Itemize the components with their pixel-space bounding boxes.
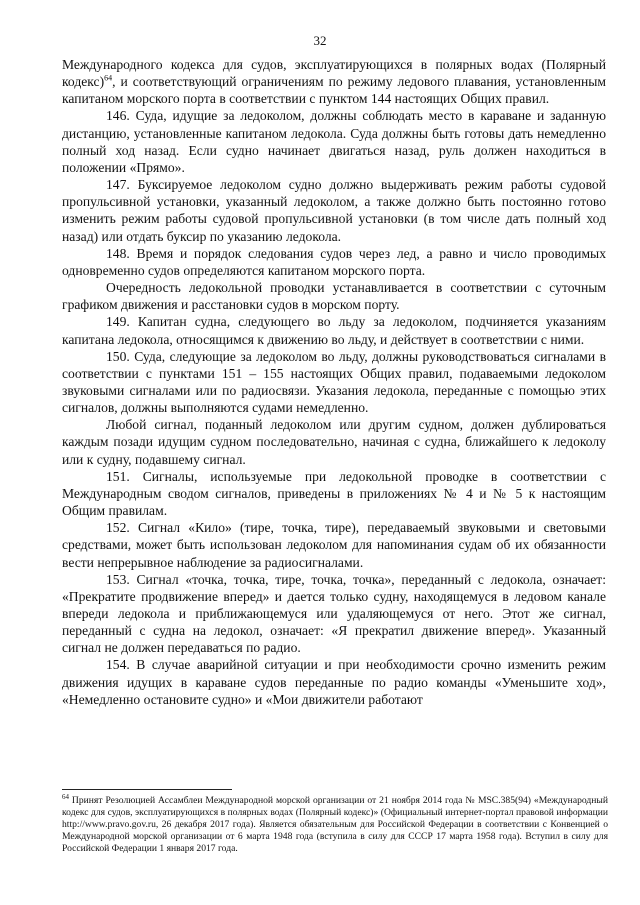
paragraph-continuation: [62, 56, 606, 107]
document-body: [62, 56, 606, 708]
footnote-mark: 64: [62, 792, 69, 801]
page-number: 32: [313, 33, 327, 48]
paragraph-154: 154. В случае аварийной ситуации и при необходимости срочно изменить режим движения идущих в караване судов переданные по радио команды «Уменьшите ход», «Немедленно остановите судно» и «Мои движители работают: [62, 657, 606, 707]
paragraph-148: 148. Время и порядок следования судов через лед, а равно и число проводимых одновременно судов определяются капитаном морского порта.: [62, 245, 606, 278]
paragraph-150-signal: Любой сигнал, поданный ледоколом или другим судном, должен дублироваться каждым позади идущим судном последовательно, начиная с судна, ближайшего к ледоколу или к судну, подавшему сигнал.: [62, 417, 606, 467]
paragraph-146: 146. Суда, идущие за ледоколом, должны соблюдать место в караване и заданную дистанцию, установленные капитаном ледокола. Суда должны быть готовы дать немедленно полный ход назад. Если судно начинает двигаться назад, руль должен находиться в положении «Прямо».: [62, 108, 606, 175]
paragraph-text: , и соответствующий ограничениям по режиму ледового плавания, установленным капитаном морского порта в соответствии с пунктом 144 настоящих Общих правил.: [62, 74, 606, 107]
paragraph-152: 152. Сигнал «Кило» (тире, точка, тире), передаваемый звуковыми и световыми средствами, может быть использован ледоколом для напоминания судам об их обязанности вести непрерывное наблюдение за радиосигналами.: [62, 520, 606, 570]
footnote-divider: [62, 789, 232, 790]
footnote-reference[interactable]: 64: [104, 73, 113, 83]
paragraph-150: 150. Суда, следующие за ледоколом во льду, должны руководствоваться сигналами в соответствии с пунктами 151 – 155 настоящих Общих правил, подаваемыми ледоколом звуковыми сигналами или по радиосвязи. Указания ледокола, переданные с помощью этих сигналов, должны выполняются судами немедленно.: [62, 348, 606, 416]
footnote: [62, 792, 608, 855]
paragraph-149: 149. Капитан судна, следующего во льду за ледоколом, подчиняется указаниям капитана ледокола, относящимся к движению во льду, и действует в соответствии с ними.: [62, 314, 606, 347]
paragraph-text: Международного кодекса для судов, эксплуатирующихся в полярных водах (Полярный кодекс): [62, 57, 606, 90]
paragraph-153: 153. Сигнал «точка, точка, тире, точка, точка», переданный с ледокола, означает: «Прекратите продвижение вперед» и дается только судну, находящемуся в ледовом канале впереди ледокола и приближающемуся или удаляющемуся от него. Этот же сигнал, переданный с судна на ледокол, означает: «Я прекратил движение вперед». Указанный сигнал не должен передаваться по радио.: [62, 571, 606, 656]
footnote-text: Принят Резолюцией Ассамблеи Международной морской организации от 21 ноября 2014 года № MSC.385(94) «Международный кодекс для судов, эксплуатирующихся в полярных водах (Полярный кодекс)» (Официальный интернет-портал правовой информации http://www.pravo.gov.ru, 26 декабря 2017 года). Является обязательным для Российской Федерации в соответствии с Конвенцией о Международной морской организации от 6 марта 1948 года (вступила в силу для СССР 17 марта 1958 года). Вступил в силу для Российской Федерации 1 января 2017 года.: [62, 795, 608, 854]
paragraph-147: 147. Буксируемое ледоколом судно должно выдерживать режим работы судовой пропульсивной установки, указанный ледоколом, а также должно быть постоянно готово изменить режим работы судовой пропульсивной установки (в том числе дать полный ход назад) или отдать буксир по указанию ледокола.: [62, 177, 606, 244]
paragraph-148-order: Очередность ледокольной проводки устанавливается в соответствии с суточным графиком движения и расстановки судов в морском порту.: [62, 280, 606, 313]
paragraph-151: 151. Сигналы, используемые при ледокольной проводке в соответствии с Международным сводом сигналов, приведены в приложениях № 4 и № 5 к настоящим Общим правилам.: [62, 468, 606, 519]
